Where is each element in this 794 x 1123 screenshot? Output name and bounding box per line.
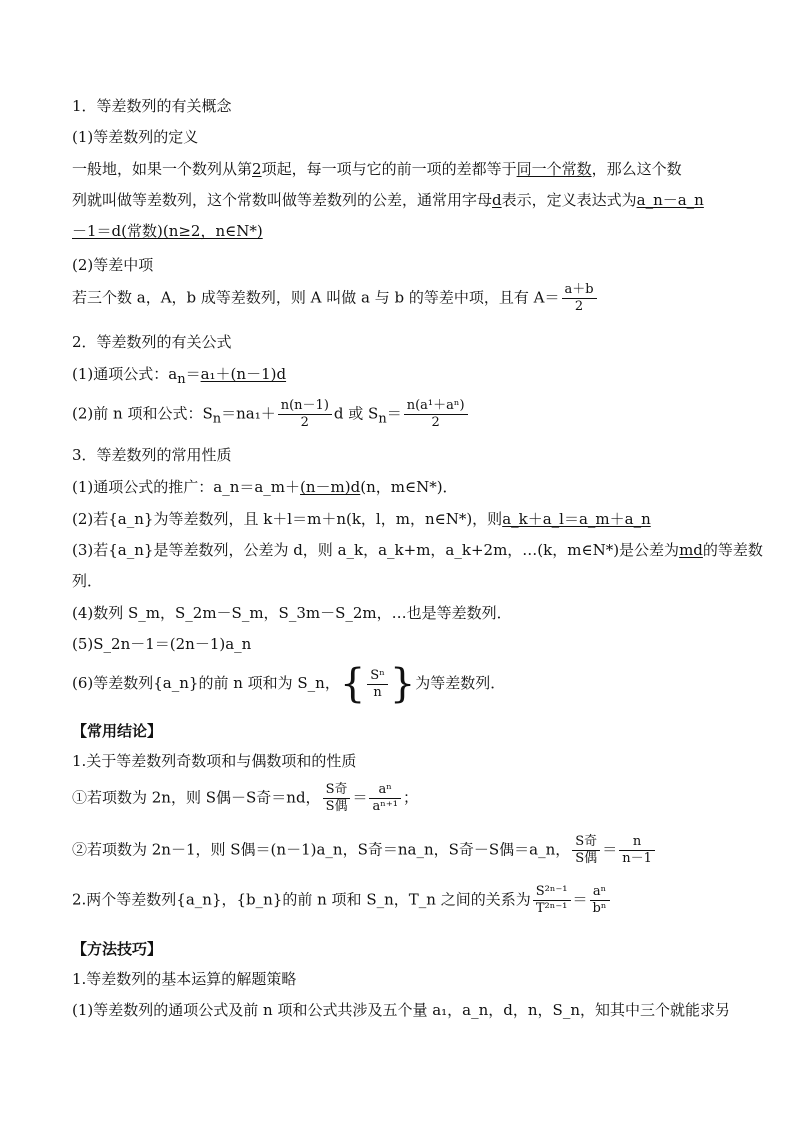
property-5: (5)S_2n－1＝(2n－1)a_n (72, 635, 252, 653)
fraction: $\frac{\text{aⁿ}}{\text{aⁿ⁺¹}}$ (369, 782, 400, 815)
conclusion-4: 2.两个等差数列{a_n}，{b_n}的前 n 项和 S_n，T_n 之间的关系为 $\frac{\text{S²ⁿ⁻¹}}{\text{T²ⁿ⁻¹}}$ ＝ $\frac{\text{aⁿ}}{\text{bⁿ}}$ (72, 884, 612, 917)
method-1: 1.等差数列的基本运算的解题策略 (72, 970, 297, 988)
property-2: (2)若{a_n}为等差数列，且 k＋l＝m＋n(k，l，m，n∈N*)，则a_k＋a_l＝a_m＋a_n (72, 510, 651, 528)
section1-sub1: (1)等差数列的定义 (72, 128, 199, 146)
conclusion-1: 1.关于等差数列奇数项和与偶数项和的性质 (72, 752, 357, 770)
method-2: (1)等差数列的通项公式及前 n 项和公式共涉及五个量 a₁，a_n，d，n，S_n，知其中三个就能求另 (72, 1001, 730, 1019)
section1-sub2: (2)等差中项 (72, 256, 154, 274)
conclusion-3: ②若项数为 2n－1，则 S偶＝(n－1)a_n，S奇＝na_n，S奇－S偶＝a_n， $\frac{\text{S奇}}{\text{S偶}}$ ＝ $\frac{n}{n-1}$ (72, 834, 657, 867)
fraction: $\frac{\text{S奇}}{\text{S偶}}$ (572, 834, 600, 867)
fraction: $\frac{\text{S²ⁿ⁻¹}}{\text{T²ⁿ⁻¹}}$ (533, 884, 571, 917)
property-3-cont: 列． (72, 572, 103, 590)
conclusion-2: ①若项数为 2n，则 S偶－S奇＝nd， $\frac{\text{S奇}}{\text{S偶}}$ ＝ $\frac{\text{aⁿ}}{\text{aⁿ⁺¹}}$ ； (72, 782, 418, 814)
definition-line-1: 一般地，如果一个数列从第2项起，每一项与它的前一项的差都等于同一个常数，那么这个数 (72, 160, 682, 178)
definition-line-3: －1＝d(常数)(n≥2，n∈N*) (72, 222, 263, 240)
property-3: (3)若{a_n}是等差数列，公差为 d，则 a_k，a_k+m，a_k+2m，…(k，m∈N*)是公差为md的等差数 (72, 541, 763, 559)
fraction: $\frac{\text{S奇}}{\text{S偶}}$ (323, 782, 351, 815)
formula-general-term: (1)通项公式：$a_n=a_1+(n-1)d$ (72, 365, 287, 387)
fraction: $\frac{\text{aⁿ}}{\text{bⁿ}}$ (590, 884, 610, 917)
section3-title: 3．等差数列的常用性质 (72, 446, 232, 464)
fraction: $\frac{n}{n-1}$ (619, 834, 655, 867)
fraction: $\frac{a+b}{2}$ (562, 282, 597, 315)
fraction: $\frac{\text{n(a¹＋aⁿ)}}{2}$ (404, 398, 468, 431)
conclusions-heading: 【常用结论】 (72, 722, 163, 740)
middle-term-line: 若三个数 a，A，b 成等差数列，则 A 叫做 a 与 b 的等差中项，且有 A＝ $\frac{a+b}{2}$ (72, 282, 599, 315)
fraction: $\frac{n(n-1)}{2}$ (278, 398, 332, 431)
section2-title: 2．等差数列的有关公式 (72, 333, 232, 351)
property-4: (4)数列 S_m，S_2m－S_m，S_3m－S_2m，…也是等差数列． (72, 604, 512, 622)
fraction: $\frac{\text{Sⁿ}}{n}$ (367, 668, 388, 701)
definition-line-2: 列就叫做等差数列，这个常数叫做等差数列的公差，通常用字母d表示，定义表达式为a_n－a_n (72, 191, 704, 209)
section1-title: 1．等差数列的有关概念 (72, 97, 232, 115)
methods-heading: 【方法技巧】 (72, 940, 163, 958)
property-6: (6)等差数列{a_n}的前 n 项和为 S_n，{ $\frac{\text{Sⁿ}}{n}$ }为等差数列． (72, 661, 506, 707)
property-1: (1)通项公式的推广：a_n＝a_m＋(n－m)d(n，m∈N*)． (72, 478, 458, 496)
formula-sum: (2)前 n 项和公式：$S_n=na_1+$ $\frac{n(n-1)}{2}$ d 或 $S_n=$ $\frac{\text{n(a¹＋aⁿ)}}{2}$ (72, 398, 470, 431)
